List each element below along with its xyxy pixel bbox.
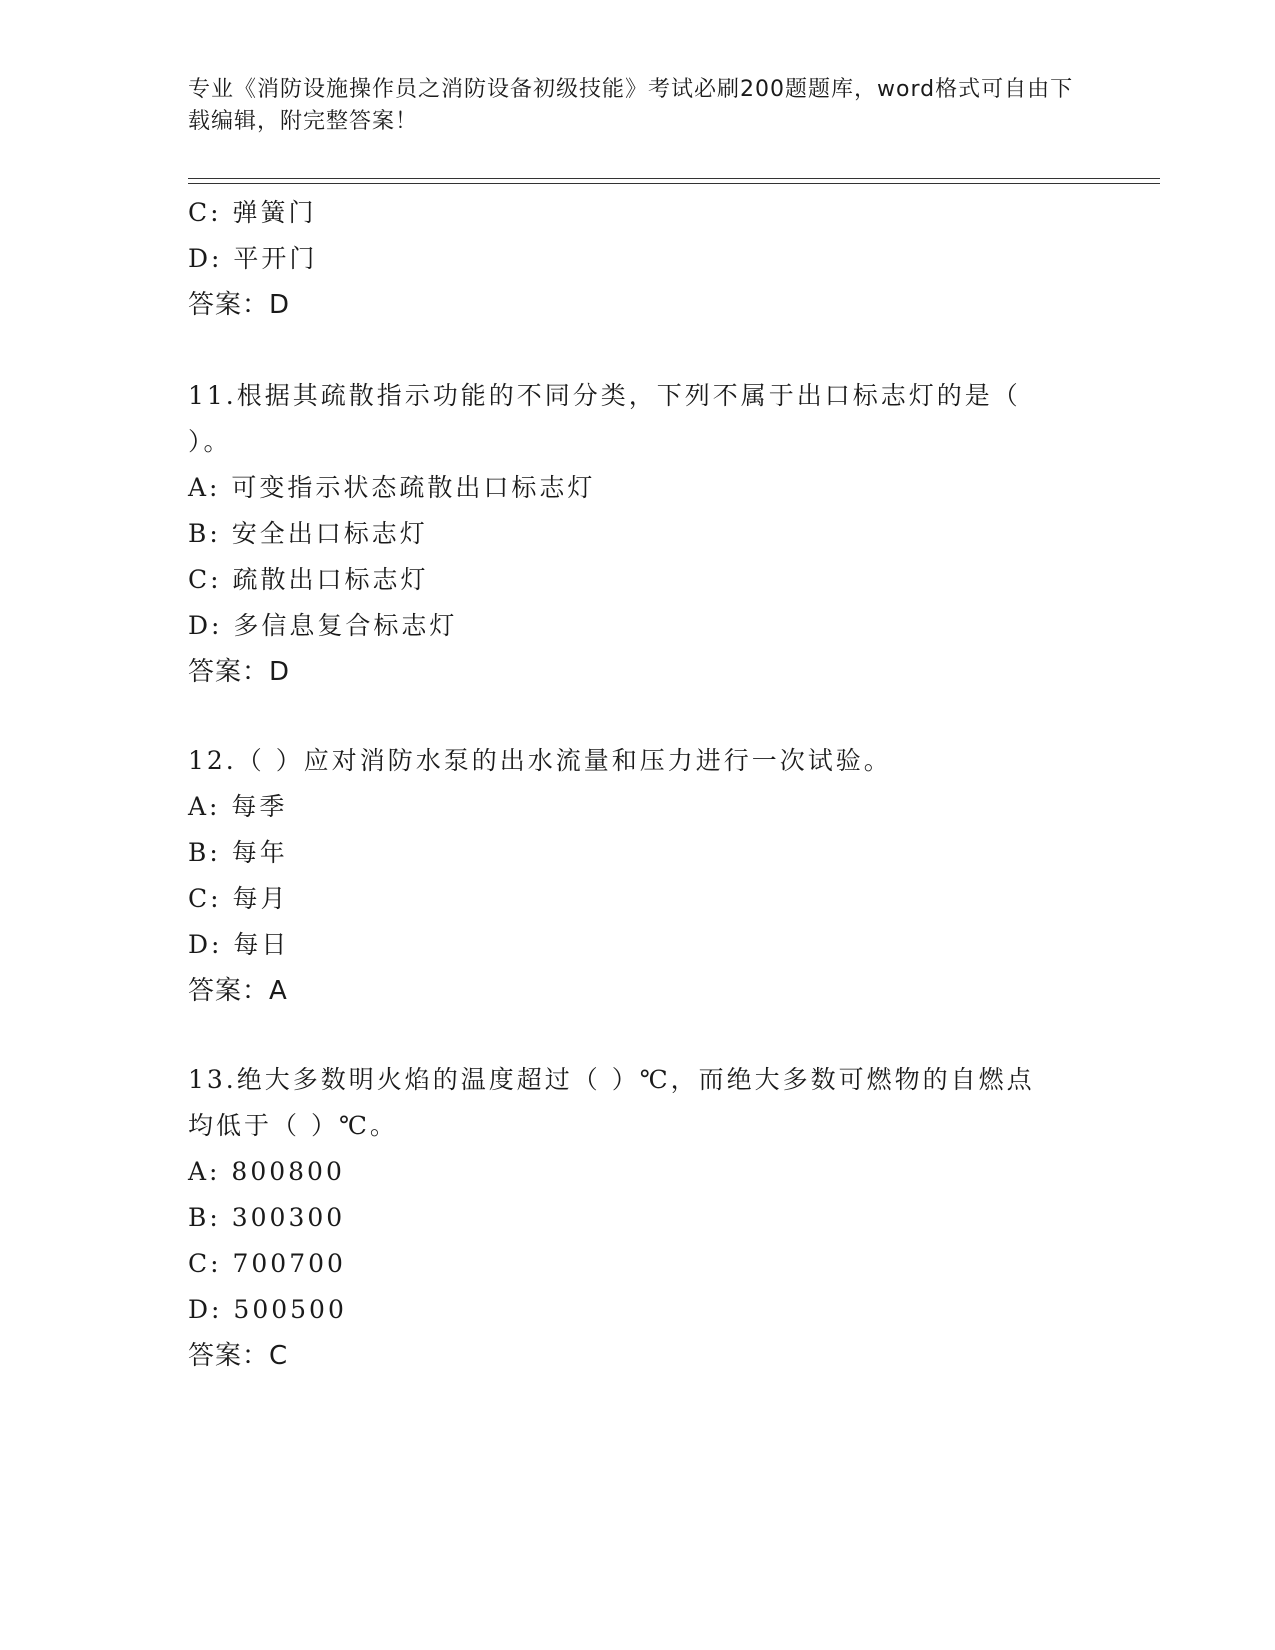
option-c: C: 700700 (188, 1249, 346, 1278)
option-d: D: 每日 (188, 930, 290, 959)
option-b: B: 300300 (188, 1203, 346, 1232)
option-d: D: 500500 (188, 1295, 347, 1324)
question-gap (188, 328, 1088, 373)
option-c: C: 弹簧门 (188, 198, 317, 227)
answer-line: 答案：D (188, 290, 291, 320)
question-11 (188, 373, 1088, 695)
option-a: A: 800800 (188, 1157, 345, 1186)
header-divider (188, 178, 1160, 179)
answer-line: 答案：D (188, 657, 291, 687)
option-d: D: 平开门 (188, 244, 318, 273)
question-stem: 12.（ ）应对消防水泵的出水流量和压力进行一次试验。 (188, 746, 892, 775)
option-c: C: 疏散出口标志灯 (188, 565, 429, 594)
header-divider-second (188, 183, 1160, 184)
option-d: D: 多信息复合标志灯 (188, 611, 458, 640)
option-a: A: 每季 (188, 792, 288, 821)
question-stem: 11.根据其疏散指示功能的不同分类，下列不属于出口标志灯的是（ (188, 381, 1021, 410)
answer-line: 答案：C (188, 1341, 289, 1371)
question-12 (188, 738, 1088, 1014)
option-c: C: 每月 (188, 884, 289, 913)
option-b: B: 每年 (188, 838, 288, 867)
question-13 (188, 1057, 1088, 1379)
question-stem: 13.绝大多数明火焰的温度超过（ ）℃，而绝大多数可燃物的自燃点 (188, 1065, 1035, 1094)
page-header: 专业《消防设施操作员之消防设备初级技能》考试必刷200题题库，word格式可自由下载编辑，附完整答案！ (188, 77, 1074, 134)
question-10 (188, 190, 1088, 328)
answer-line: 答案：A (188, 976, 288, 1006)
question-gap (188, 695, 1088, 738)
question-gap (188, 1014, 1088, 1057)
option-b: B: 安全出口标志灯 (188, 519, 428, 548)
question-content (188, 190, 1088, 1379)
option-a: A: 可变指示状态疏散出口标志灯 (188, 473, 596, 502)
question-stem-continued: ）。 (188, 427, 232, 456)
question-stem-continued: 均低于（ ）℃。 (188, 1111, 398, 1140)
